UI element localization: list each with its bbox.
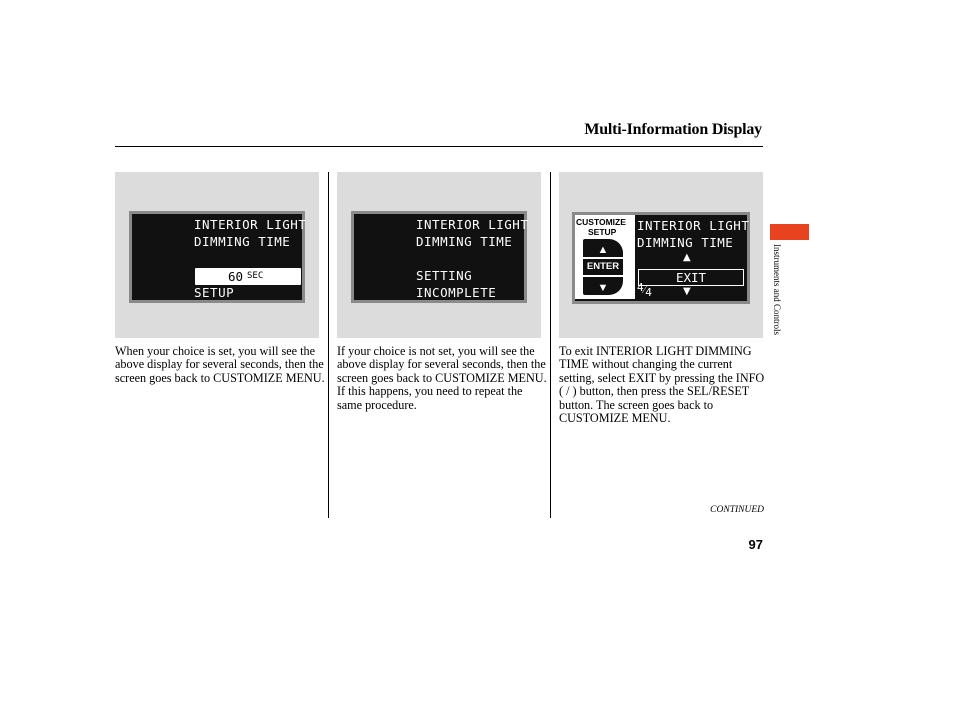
page-indicator-den: 4 bbox=[645, 286, 652, 299]
lcd-screen-2 bbox=[351, 211, 527, 303]
column-divider-2 bbox=[550, 172, 551, 518]
lcd-line: INTERIOR LIGHT bbox=[416, 217, 529, 232]
customize-setup-logo bbox=[575, 215, 635, 299]
lcd-line: DIMMING TIME bbox=[416, 234, 513, 249]
selected-value: 60 bbox=[228, 269, 244, 284]
column-text-2: If your choice is not set, you will see the above display for several seconds, then the screen goes back to CUSTOMIZE MENU. If this happens, you need to repeat the same procedure. bbox=[337, 344, 547, 412]
fraction-slash: ⁄ bbox=[643, 285, 646, 296]
lcd-screen-3 bbox=[572, 212, 750, 304]
display-figure-2 bbox=[337, 172, 541, 338]
lcd-line: INTERIOR LIGHT bbox=[194, 217, 307, 232]
column-text-3: To exit INTERIOR LIGHT DIMMING TIME without changing the current setting, select EXIT by pressing the INFO ( / ) button, then press the SEL/RESET button. The screen goes back to CUSTOMIZE MENU. bbox=[559, 344, 765, 426]
lcd-line: SETUP bbox=[194, 285, 235, 300]
selected-value-box bbox=[195, 268, 301, 285]
page-indicator-num: 4 bbox=[637, 281, 644, 294]
exit-label: EXIT bbox=[675, 270, 707, 285]
section-tab bbox=[770, 224, 809, 240]
enter-control bbox=[583, 259, 623, 275]
up-control bbox=[583, 239, 623, 257]
exit-option bbox=[638, 269, 744, 286]
lcd-line: SETTING bbox=[416, 268, 473, 283]
lcd-line: DIMMING TIME bbox=[637, 235, 734, 250]
lcd-line: INCOMPLETE bbox=[416, 285, 497, 300]
up-arrow-icon: ▲ bbox=[683, 252, 691, 263]
continued-label: CONTINUED bbox=[710, 505, 764, 515]
lcd-line: INTERIOR LIGHT bbox=[637, 218, 750, 233]
column-text-1: When your choice is set, you will see the above display for several seconds, then the screen goes back to CUSTOMIZE MENU. bbox=[115, 344, 325, 385]
selected-unit: SEC bbox=[247, 271, 264, 281]
logo-line-2: SETUP bbox=[588, 227, 617, 237]
page-indicator bbox=[637, 281, 652, 299]
lcd-screen-1 bbox=[129, 211, 305, 303]
display-figure-1 bbox=[115, 172, 319, 338]
header-rule bbox=[115, 146, 763, 147]
display-figure-3 bbox=[559, 172, 763, 338]
down-control bbox=[583, 277, 623, 295]
down-arrow-icon: ▼ bbox=[597, 282, 609, 294]
logo-line-1: CUSTOMIZE bbox=[576, 217, 626, 227]
up-arrow-icon: ▲ bbox=[597, 244, 609, 256]
section-tab-label: Instruments and Controls bbox=[772, 244, 782, 335]
page-title: Multi-Information Display bbox=[584, 121, 762, 138]
column-divider-1 bbox=[328, 172, 329, 518]
enter-label: ENTER bbox=[586, 261, 620, 272]
down-arrow-icon: ▼ bbox=[683, 286, 691, 297]
page-number: 97 bbox=[748, 537, 763, 552]
lcd-line: DIMMING TIME bbox=[194, 234, 291, 249]
